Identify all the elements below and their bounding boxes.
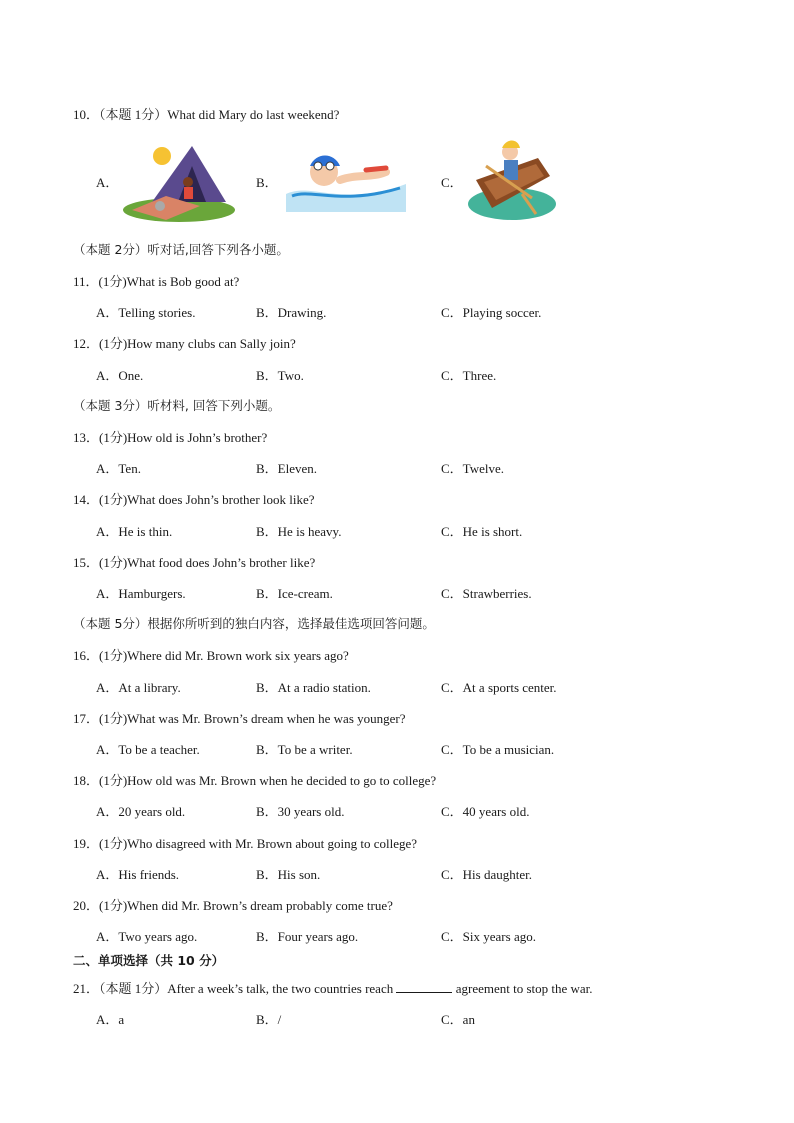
q19-option-b: B．His son.	[256, 867, 321, 882]
q16-option-a: A．At a library.	[96, 680, 181, 695]
q21-option-c: C．an	[441, 1012, 475, 1027]
q14-option-c: C．He is short.	[441, 524, 523, 539]
question-10-stem: 10．（本题 1分）What did Mary do last weekend?	[73, 107, 340, 122]
question-17-stem: 17．(1分)What was Mr. Brown’s dream when he was younger?	[73, 711, 406, 726]
instruction-q13-q15: （本题 3分）听材料, 回答下列小题。	[73, 398, 281, 413]
q18-option-b: B．30 years old.	[256, 804, 345, 819]
question-21-stem	[73, 978, 593, 997]
q14-option-b: B．He is heavy.	[256, 524, 342, 539]
swimming-picture	[282, 146, 410, 216]
q15-option-c: C．Strawberries.	[441, 586, 532, 601]
question-13-stem: 13．(1分)How old is John’s brother?	[73, 430, 268, 445]
question-20-stem: 20．(1分)When did Mr. Brown’s dream probably come true?	[73, 898, 393, 913]
q15-option-a: A．Hamburgers.	[96, 586, 186, 601]
q15-option-b: B．Ice-cream.	[256, 586, 333, 601]
q18-option-c: C．40 years old.	[441, 804, 530, 819]
q17-option-a: A．To be a teacher.	[96, 742, 200, 757]
q13-option-a: A．Ten.	[96, 461, 141, 476]
q17-option-b: B．To be a writer.	[256, 742, 353, 757]
question-18-stem: 18．(1分)How old was Mr. Brown when he decided to go to college?	[73, 773, 437, 788]
section-two-heading: 二、单项选择（共 10 分）	[73, 953, 225, 968]
question-11-stem: 11．(1分)What is Bob good at?	[73, 274, 240, 289]
q13-option-b: B．Eleven.	[256, 461, 318, 476]
q21-option-a: A．a	[96, 1012, 125, 1027]
q10-option-c-label: C．	[441, 175, 463, 190]
instruction-q11-q12: （本题 2分）听对话,回答下列各小题。	[73, 242, 289, 257]
q16-option-c: C．At a sports center.	[441, 680, 557, 695]
q16-option-b: B．At a radio station.	[256, 680, 371, 695]
q20-option-a: A．Two years ago.	[96, 929, 198, 944]
q17-option-c: C．To be a musician.	[441, 742, 555, 757]
q10-option-b-label: B．	[256, 175, 278, 190]
q19-option-c: C．His daughter.	[441, 867, 532, 882]
q21-stem-before: 21．（本题 1分）After a week’s talk, the two countries reach	[73, 981, 397, 996]
q12-option-b: B．Two.	[256, 368, 304, 383]
question-19-stem: 19．(1分)Who disagreed with Mr. Brown about going to college?	[73, 836, 418, 851]
q21-option-b: B．/	[256, 1012, 282, 1027]
q12-option-a: A．One.	[96, 368, 144, 383]
q14-option-a: A．He is thin.	[96, 524, 173, 539]
question-15-stem: 15．(1分)What food does John’s brother like?	[73, 555, 316, 570]
q18-option-a: A．20 years old.	[96, 804, 186, 819]
rowing-boat-picture	[466, 136, 558, 222]
q10-option-a-label: A．	[96, 175, 119, 190]
answer-blank	[396, 981, 452, 993]
instruction-q16-q20: （本题 5分）根据你所听到的独白内容，选择最佳选项回答问题。	[73, 616, 435, 631]
q13-option-c: C．Twelve.	[441, 461, 504, 476]
q11-option-c: C．Playing soccer.	[441, 305, 542, 320]
q12-option-c: C．Three.	[441, 368, 497, 383]
q20-option-b: B．Four years ago.	[256, 929, 359, 944]
q11-option-b: B．Drawing.	[256, 305, 327, 320]
q19-option-a: A．His friends.	[96, 867, 180, 882]
q20-option-c: C．Six years ago.	[441, 929, 536, 944]
question-14-stem: 14．(1分)What does John’s brother look like?	[73, 492, 315, 507]
question-16-stem: 16．(1分)Where did Mr. Brown work six years ago?	[73, 648, 349, 663]
camping-picture	[122, 140, 236, 222]
q21-stem-after: agreement to stop the war.	[452, 981, 593, 996]
q11-option-a: A．Telling stories.	[96, 305, 196, 320]
question-12-stem: 12．(1分)How many clubs can Sally join?	[73, 336, 296, 351]
